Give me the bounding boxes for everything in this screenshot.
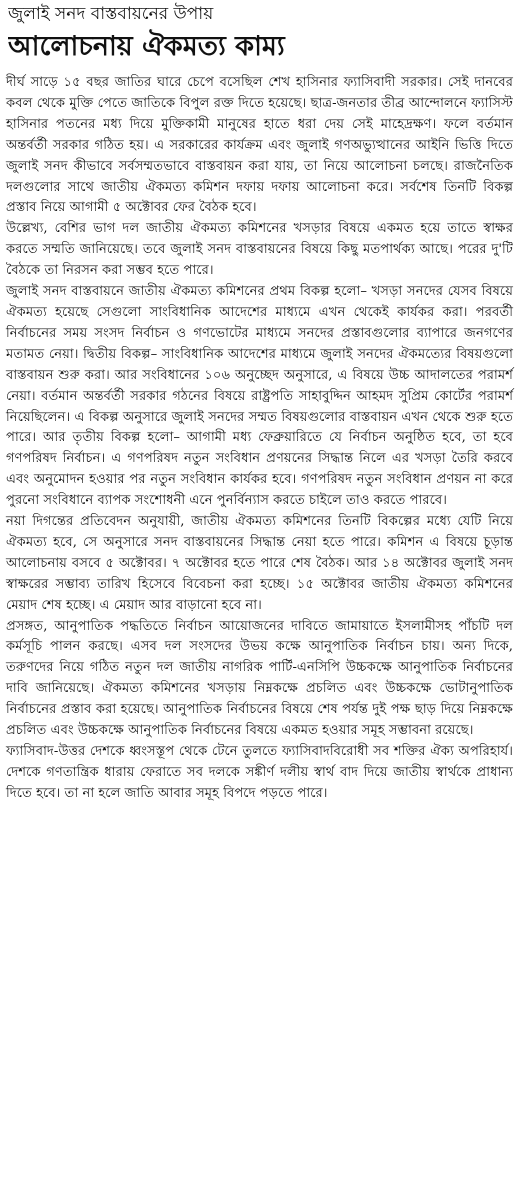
article-paragraph-5: প্রসঙ্গত, আনুপাতিক পদ্ধতিতে নির্বাচন আয়োজনের দাবিতে জামায়াতে ইসলামীসহ পাঁচটি দল কর্মসূচি পালন করছে। এসব দল সংসদের উভয় কক্ষে আনুপাতিক নির্বাচন চায়। অন্য দিকে, তরুণদের নিয়ে গঠিত নতুন দল জাতীয় নাগরিক পার্টি-এনসিপি উচ্চকক্ষে আনুপাতিক নির্বাচনের দাবি জানিয়েছে। ঐকমত্য কমিশনের খসড়ায় নিম্নকক্ষে প্রচলিত এবং উচ্চকক্ষে ভোটানুপাতিক নির্বাচনের প্রস্তাব করা হয়েছে। আনুপাতিক নির্বাচনের বিষয়ে শেষ পর্যন্ত দুই পক্ষ ছাড় দিয়ে নিম্নকক্ষে প্রচলিত এবং উচ্চকক্ষে আনুপাতিক নির্বাচনের বিষয়ে একমত হওয়ার সমূহ সম্ভাবনা রয়েছে।	[6, 618, 513, 739]
article-body	[6, 73, 513, 805]
article-paragraph-6: ফ্যাসিবাদ-উত্তর দেশকে ধ্বংসস্তূপ থেকে টেনে তুলতে ফ্যাসিবাদবিরোধী সব শক্তির ঐক্য অপরিহার্য। দেশকে গণতান্ত্রিক ধারায় ফেরাতে সব দলকে সঙ্কীর্ণ দলীয় স্বার্থ বাদ দিয়ে জাতীয় স্বার্থকে প্রাধান্য দিতে হবে। তা না হলে জাতি আবার সমূহ বিপদে পড়তে পারে।	[6, 744, 513, 801]
article-paragraph-2: উল্লেখ্য, বেশির ভাগ দল জাতীয় ঐকমত্য কমিশনের খসড়ার বিষয়ে একমত হয়ে তাতে স্বাক্ষর করতে সম্মতি জানিয়েছে। তবে জুলাই সনদ বাস্তবায়নের বিষয়ে কিছু মতপার্থক্য আছে। পরের দু'টি বৈঠকে তা নিরসন করা সম্ভব হতে পারে।	[6, 221, 513, 279]
article-paragraph-4: নয়া দিগন্তের প্রতিবেদন অনুযায়ী, জাতীয় ঐকমত্য কমিশনের তিনটি বিকল্পের মধ্যে যেটি নিয়ে ঐকমত্য হবে, সে অনুসারে সনদ বাস্তবায়নের সিদ্ধান্ত নেয়া হতে পারে। কমিশন এ বিষয়ে চূড়ান্ত আলোচনায় বসবে ৫ অক্টোবর। ৭ অক্টোবর হতে পারে শেষ বৈঠক। আর ১৪ অক্টোবর জুলাই সনদ স্বাক্ষরের সম্ভাব্য তারিখ হিসেবে বিবেচনা করা হচ্ছে। ১৫ অক্টোবর জাতীয় ঐকমত্য কমিশনের মেয়াদ শেষ হচ্ছে। এ মেয়াদ আর বাড়ানো হবে না।	[6, 514, 513, 613]
article-kicker: জুলাই সনদ বাস্তবায়নের উপায়	[8, 4, 214, 24]
article-paragraph-3: জুলাই সনদ বাস্তবায়নে জাতীয় ঐকমত্য কমিশনের প্রথম বিকল্প হলো– খসড়া সনদের যেসব বিষয়ে ঐকমত্য হয়েছে সেগুলো সাংবিধানিক আদেশের মাধ্যমে এখন থেকেই কার্যকর করা। পরবর্তী নির্বাচনের সময় সংসদ নির্বাচন ও গণভোটের মাধ্যমে সনদের প্রস্তাবগুলোর ব্যাপারে জনগণের মতামত নেয়া। দ্বিতীয় বিকল্প– সাংবিধানিক আদেশের মাধ্যমে জুলাই সনদের ঐকমত্যের বিষয়গুলো বাস্তবায়ন শুরু করা। আর সংবিধানের ১০৬ অনুচ্ছেদ অনুসারে, এ বিষয়ে উচ্চ আদালতের পরামর্শ নেয়া। বর্তমান অন্তর্বর্তী সরকার গঠনের বিষয়ে রাষ্ট্রপতি সাহাবুদ্দিন আহমদ সুপ্রিম কোর্টের পরামর্শ নিয়েছিলেন। এ বিকল্প অনুসারে জুলাই সনদের সম্মত বিষয়গুলোর বাস্তবায়ন এখন থেকে শুরু হতে পারে। আর তৃতীয় বিকল্প হলো– আগামী মধ্য ফেব্রুয়ারিতে যে নির্বাচন অনুষ্ঠিত হবে, তা হবে গণপরিষদ নির্বাচন। এ গণপরিষদ নতুন সংবিধান প্রণয়নের সিদ্ধান্ত নিলে এর খসড়া তৈরি করবে এবং অনুমোদন হওয়ার পর নতুন সংবিধান কার্যকর হবে। গণপরিষদ নতুন সংবিধান প্রণয়ন না করে পুরনো সংবিধানে ব্যাপক সংশোধনী এনে পুনর্বিন্যাস করতে চাইলে তাও করতে পারবে।	[6, 284, 513, 509]
article-headline: আলোচনায় ঐকমত্য কাম্য	[8, 31, 285, 62]
article-paragraph-1: দীর্ঘ সাড়ে ১৫ বছর জাতির ঘারে চেপে বসেছিল শেখ হাসিনার ফ্যাসিবাদী সরকার। সেই দানবের কবল থেকে মুক্তি পেতে জাতিকে বিপুল রক্ত দিতে হয়েছে। ছাত্র-জনতার তীব্র আন্দোলনে ফ্যাসিস্ট হাসিনার পতনের মধ্য দিয়ে মুক্তিকামী মানুষের হাতে ধরা দেয় সেই মাহেদ্রক্ষণ। ফলে বর্তমান অন্তর্বর্তী সরকার গঠিত হয়। এ সরকারের কার্যক্রম এবং জুলাই গণঅভ্যুত্থানের আইনি ভিত্তি দিতে জুলাই সনদ কীভাবে সর্বসম্মতভাবে বাস্তবায়ন করা যায়, তা নিয়ে আলোচনা চলছে। রাজনৈতিক দলগুলোর সাথে জাতীয় ঐকমত্য কমিশন দফায় দফায় আলোচনা করে। সর্বশেষ তিনটি বিকল্প প্রস্তাব নিয়ে আগামী ৫ অক্টোবর ফের বৈঠক হবে।	[6, 75, 513, 216]
